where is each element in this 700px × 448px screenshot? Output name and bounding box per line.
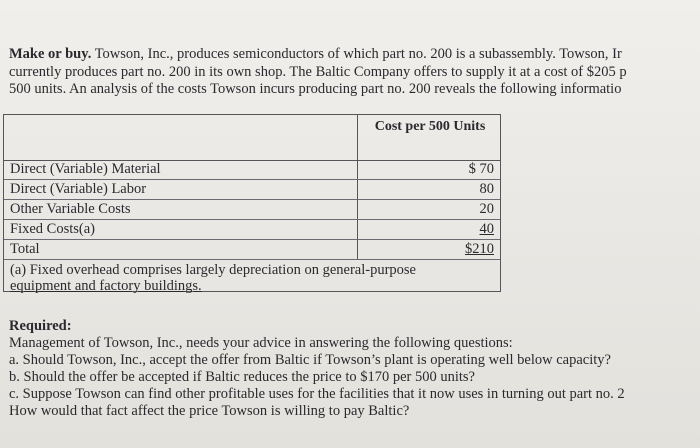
row-label: Direct (Variable) Labor — [10, 181, 147, 197]
intro-line-3: 500 units. An analysis of the costs Towson incurs producing part no. 200 reveals the following informatio — [9, 81, 622, 97]
problem-title: Make or buy. — [9, 46, 92, 62]
row-label: Other Variable Costs — [10, 201, 131, 217]
table-footnote — [10, 262, 490, 294]
footnote-line-2: equipment and factory buildings. — [10, 278, 202, 294]
required-intro: Management of Towson, Inc., needs your advice in answering the following questions: — [9, 335, 513, 351]
question-c-line-1: c. Suppose Towson can find other profitable uses for the facilities that it now uses in turning out part no. 2 — [9, 386, 625, 402]
question-b: b. Should the offer be accepted if Baltic reduces the price to $170 per 500 units? — [9, 369, 475, 385]
row-value: 40 — [479, 221, 494, 237]
table-header-row — [4, 115, 500, 161]
table-row — [4, 220, 500, 240]
row-label: Direct (Variable) Material — [10, 161, 161, 177]
required-section — [9, 318, 700, 420]
table-row — [4, 200, 500, 220]
row-value: 20 — [479, 201, 494, 217]
row-value: $ 70 — [468, 161, 494, 177]
problem-intro — [9, 46, 700, 99]
intro-line-1-text: Towson, Inc., produces semiconductors of which part no. 200 is a subassembly. Towson, Ir — [91, 46, 622, 62]
row-label: Total — [10, 241, 40, 257]
column-header-cost: Cost per 500 Units — [374, 119, 486, 134]
question-c-line-2: How would that fact affect the price Towson is willing to pay Baltic? — [9, 403, 410, 419]
table-row-total — [4, 240, 500, 260]
row-value: 80 — [479, 181, 494, 197]
row-value-total: $210 — [465, 241, 494, 257]
required-heading: Required: — [9, 318, 72, 334]
question-a: a. Should Towson, Inc., accept the offer from Baltic if Towson’s plant is operating well below capacity? — [9, 352, 611, 368]
table-row — [4, 160, 500, 180]
table-row — [4, 180, 500, 200]
row-label: Fixed Costs(a) — [10, 221, 95, 237]
intro-line-1 — [9, 46, 700, 64]
intro-line-2: currently produces part no. 200 in its own shop. The Baltic Company offers to supply it at a cost of $205 p — [9, 63, 627, 80]
footnote-line-1: (a) Fixed overhead comprises largely depreciation on general-purpose — [10, 262, 416, 278]
cost-table — [3, 114, 501, 292]
